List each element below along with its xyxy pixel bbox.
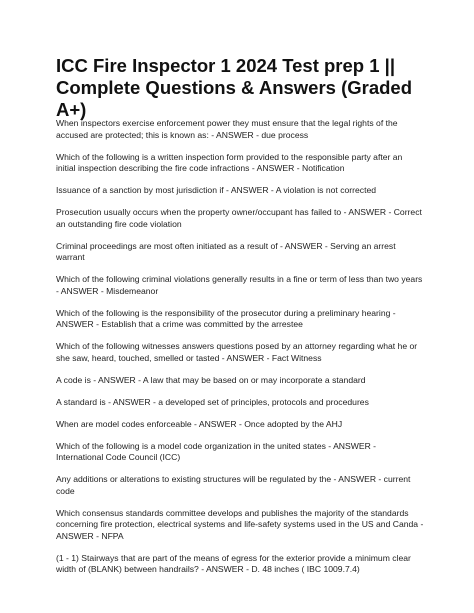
qa-item: Which consensus standards committee develops and publishes the majority of the standards concerning fire protection, electrical systems and life-safety systems used in the US and Canda - ANSWER - NFPA (56, 507, 424, 541)
title-line-2: Complete Questions & Answers (Graded A+) (56, 77, 413, 120)
qa-item: Which of the following is a written inspection form provided to the responsible party after an initial inspection describing the fire code infractions - ANSWER - Notification (56, 151, 403, 173)
qa-item: Issuance of a sanction by most jurisdiction if - ANSWER - A violation is not corrected (56, 185, 377, 195)
qa-list (56, 118, 424, 586)
qa-item: A standard is - ANSWER - a developed set of principles, protocols and procedures (56, 396, 369, 407)
qa-item: A code is - ANSWER - A law that may be based on or may incorporate a standard (56, 374, 366, 385)
qa-item: When are model codes enforceable - ANSWER - Once adopted by the AHJ (56, 418, 343, 429)
qa-item: Which of the following criminal violations generally results in a fine or term of less than two years - ANSWER - Misdemeanor (56, 274, 423, 296)
qa-item: Any additions or alterations to existing structures will be regulated by the - ANSWER - current code (56, 474, 411, 496)
qa-item: Prosecution usually occurs when the property owner/occupant has failed to - ANSWER - Correct an outstanding fire code violation (56, 207, 422, 229)
qa-item: Which of the following is a model code organization in the united states - ANSWER - International Code Council (ICC) (56, 440, 377, 462)
qa-item: Criminal proceedings are most often initiated as a result of - ANSWER - Serving an arrest warrant (56, 240, 396, 262)
qa-item: When inspectors exercise enforcement power they must ensure that the legal rights of the accused are protected; this is known as: - ANSWER - due process (56, 118, 398, 140)
qa-item: (1 - 1) Stairways that are part of the means of egress for the exterior provide a minimum clear width of (BLANK) between handrails? - ANSWER - D. 48 inches ( IBC 1009.7.4) (56, 552, 411, 574)
qa-item: Which of the following is the responsibility of the prosecutor during a preliminary hearing - ANSWER - Establish that a crime was committed by the arrestee (56, 307, 396, 329)
qa-item: Which of the following witnesses answers questions posed by an attorney regarding what he or she saw, heard, touched, smelled or tasted - ANSWER - Fact Witness (56, 341, 418, 363)
document-title (56, 55, 436, 121)
title-line-1: ICC Fire Inspector 1 2024 Test prep 1 || (56, 55, 396, 76)
